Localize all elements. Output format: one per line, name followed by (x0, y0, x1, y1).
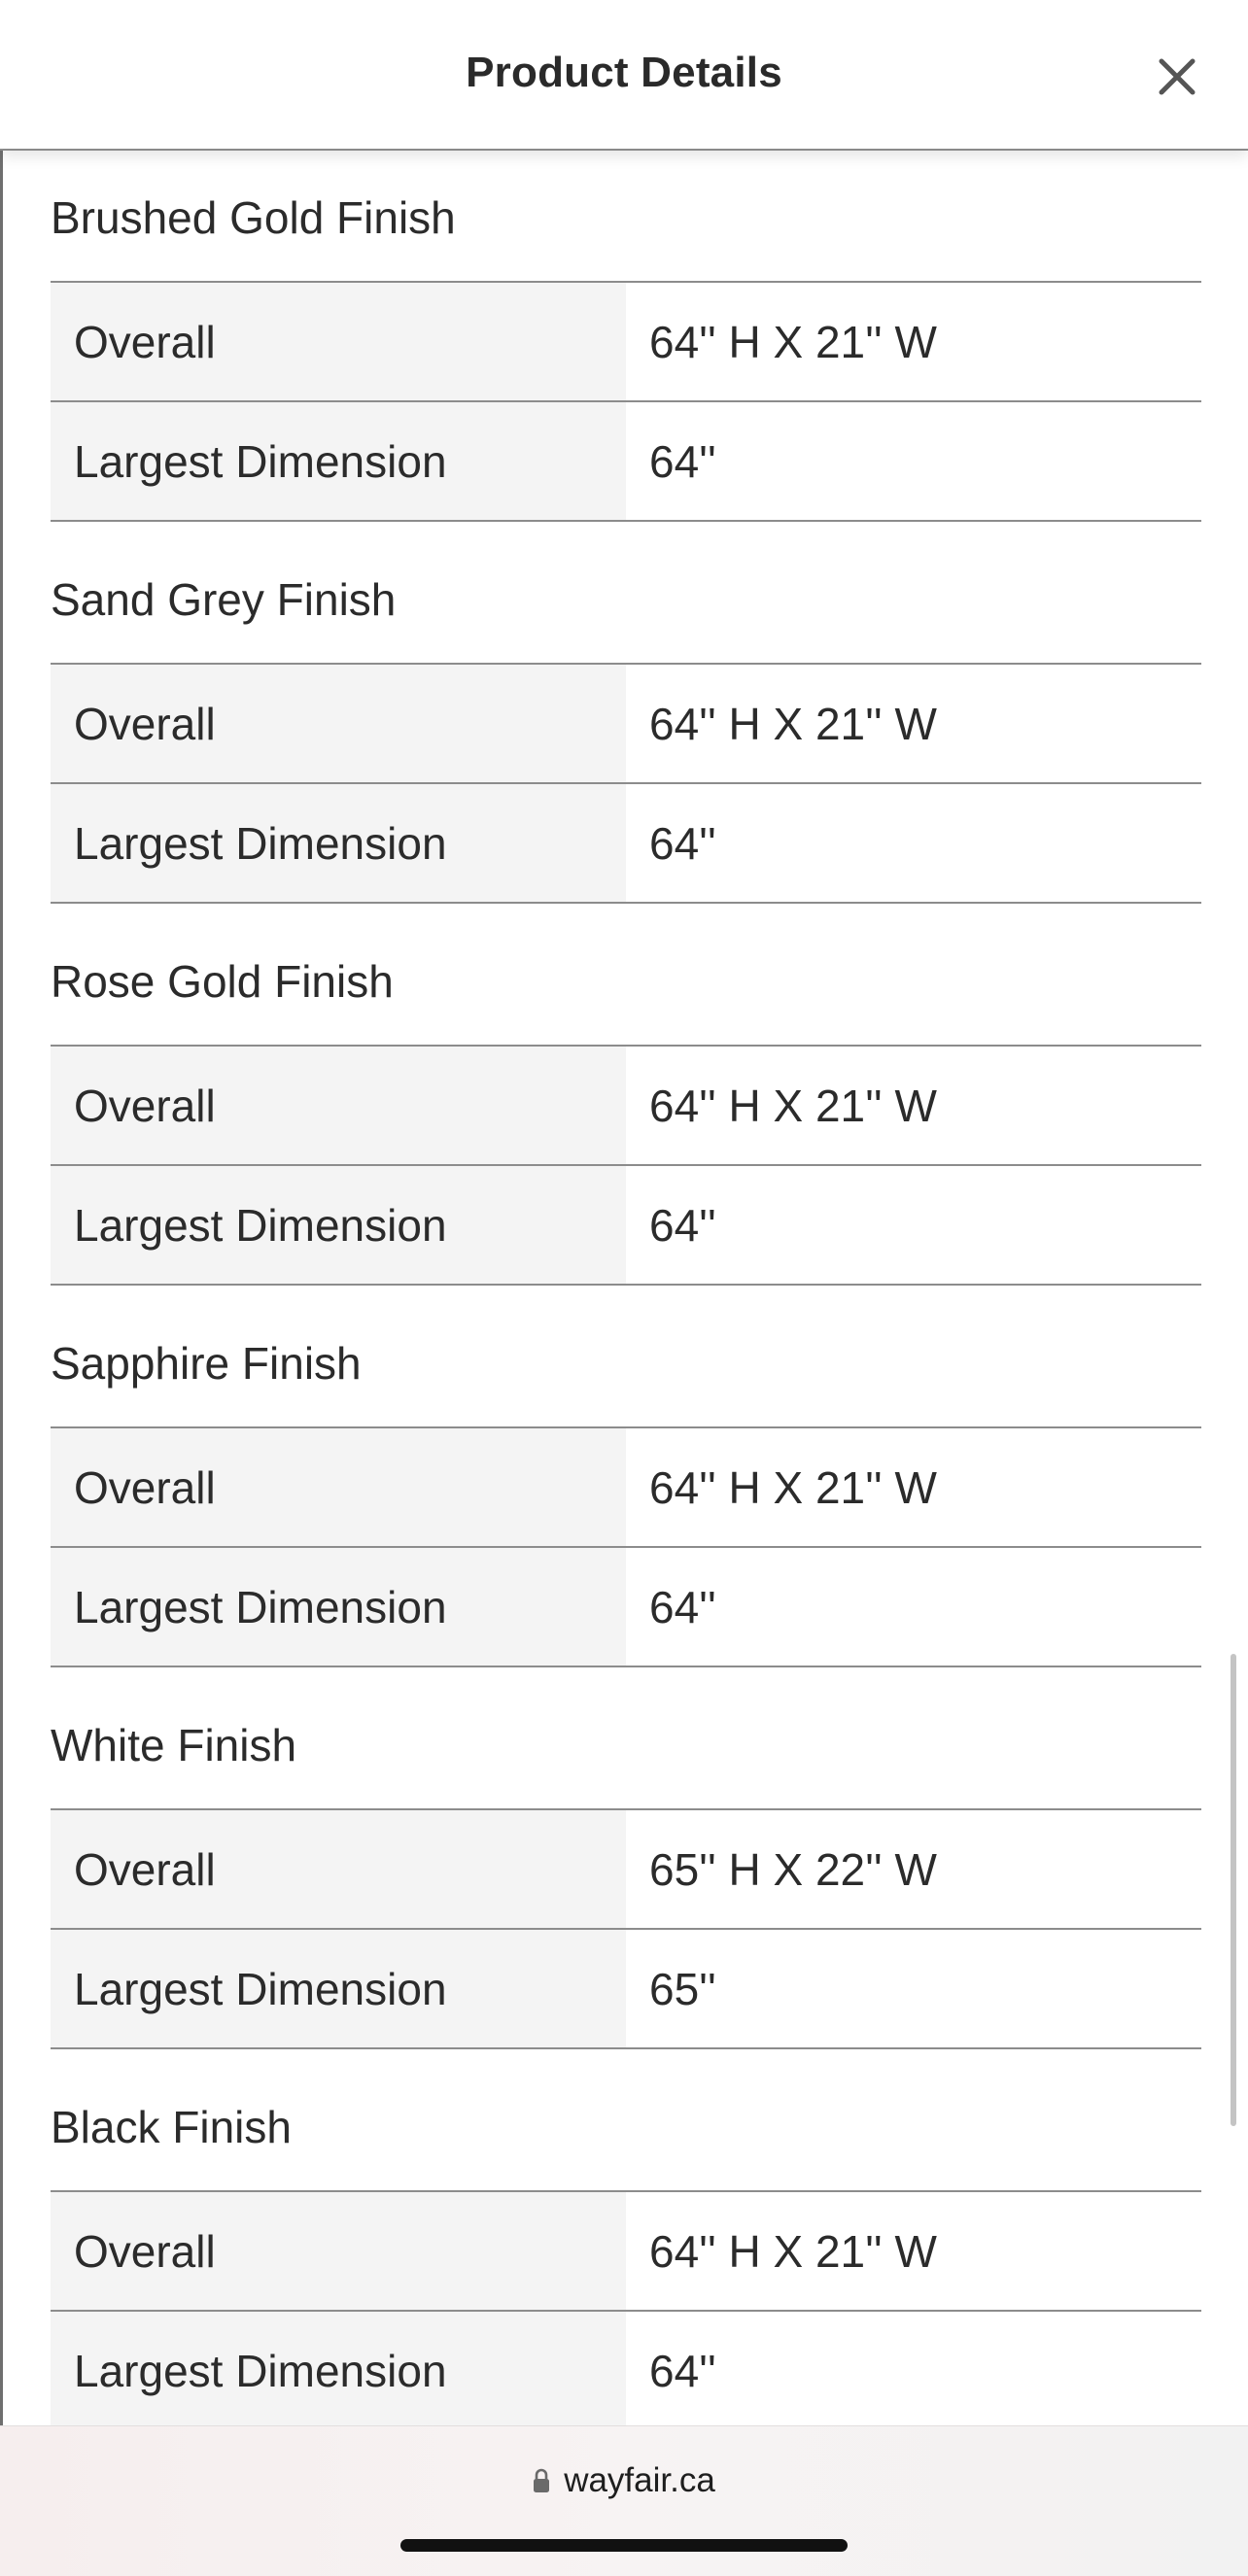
table-row (51, 665, 1201, 784)
dimensions-table (51, 2190, 1201, 2425)
finish-title: Sand Grey Finish (51, 574, 397, 625)
finish-section (0, 1678, 1248, 2060)
finish-title: Rose Gold Finish (51, 956, 394, 1007)
dimension-value: 64'' H X 21'' W (626, 665, 1201, 782)
dimensions-table (51, 1045, 1201, 1286)
dimension-value: 64'' (626, 1548, 1201, 1666)
product-dimensions-list[interactable] (0, 151, 1248, 2425)
dimension-label: Largest Dimension (51, 1548, 626, 1666)
dimension-value: 64'' H X 21'' W (626, 1428, 1201, 1546)
finish-section (0, 151, 1248, 532)
scrollbar[interactable] (1231, 1654, 1236, 2126)
dimension-value: 64'' (626, 1166, 1201, 1284)
finish-title: Black Finish (51, 2102, 292, 2152)
table-row (51, 1548, 1201, 1667)
dimensions-table (51, 1808, 1201, 2049)
dimension-label: Overall (51, 1047, 626, 1164)
dimensions-table (51, 281, 1201, 522)
table-row (51, 402, 1201, 522)
table-row (51, 784, 1201, 904)
dimension-value: 64'' (626, 2312, 1201, 2425)
home-indicator[interactable] (400, 2539, 848, 2552)
dimension-value: 64'' (626, 402, 1201, 520)
table-row (51, 1166, 1201, 1286)
browser-address-bar[interactable] (0, 2425, 1248, 2576)
finish-title: White Finish (51, 1720, 297, 1770)
dimension-value: 64'' H X 21'' W (626, 2192, 1201, 2310)
dimension-label: Overall (51, 665, 626, 782)
dimension-value: 64'' H X 21'' W (626, 283, 1201, 400)
dimension-value: 65'' (626, 1930, 1201, 2047)
modal-title: Product Details (466, 49, 782, 96)
table-row (51, 2192, 1201, 2312)
table-row (51, 2312, 1201, 2425)
finish-section (0, 1296, 1248, 1678)
finish-section (0, 2060, 1248, 2425)
dimension-label: Largest Dimension (51, 1930, 626, 2047)
dimension-label: Overall (51, 283, 626, 400)
dimension-value: 64'' H X 21'' W (626, 1047, 1201, 1164)
dimension-label: Overall (51, 1428, 626, 1546)
dimension-label: Largest Dimension (51, 1166, 626, 1284)
url-text: wayfair.ca (564, 2461, 715, 2499)
finish-section (0, 532, 1248, 914)
close-icon (1153, 52, 1201, 101)
dimension-label: Largest Dimension (51, 784, 626, 902)
lock-icon (533, 2468, 550, 2493)
table-row (51, 1428, 1201, 1548)
table-row (51, 1047, 1201, 1166)
dimension-label: Overall (51, 2192, 626, 2310)
table-row (51, 283, 1201, 402)
dimension-label: Largest Dimension (51, 402, 626, 520)
url-display[interactable] (0, 2461, 1248, 2500)
dimensions-table (51, 663, 1201, 904)
finish-title: Sapphire Finish (51, 1338, 362, 1389)
modal-header (0, 0, 1248, 151)
dimension-label: Overall (51, 1810, 626, 1928)
close-button[interactable] (1153, 52, 1201, 101)
table-row (51, 1810, 1201, 1930)
dimension-value: 65'' H X 22'' W (626, 1810, 1201, 1928)
dimension-label: Largest Dimension (51, 2312, 626, 2425)
finish-title: Brushed Gold Finish (51, 192, 456, 243)
dimensions-table (51, 1426, 1201, 1667)
table-row (51, 1930, 1201, 2049)
dimension-value: 64'' (626, 784, 1201, 902)
finish-section (0, 914, 1248, 1296)
